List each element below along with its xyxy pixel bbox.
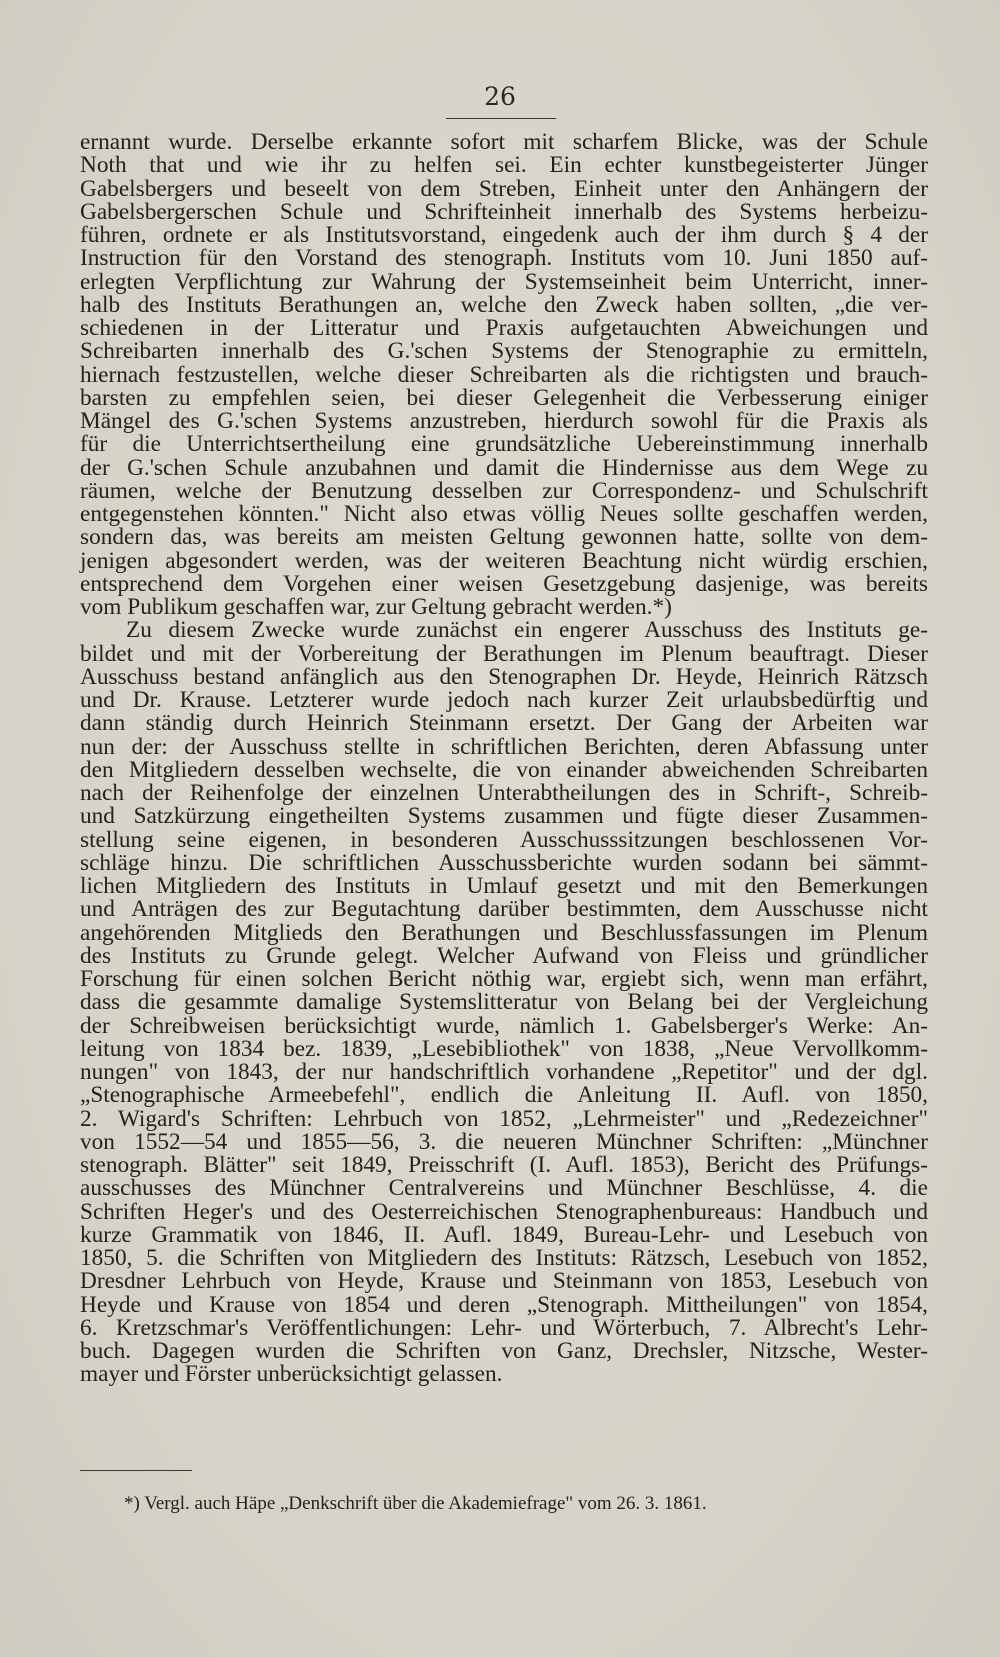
text-line: Zu diesem Zwecke wurde zunächst ein engerer Ausschuss des Instituts ge- [126,617,928,644]
text-line: und Anträgen des zur Begutachtung darüber bestimmten, dem Ausschusse nicht [80,896,928,923]
text-line: sondern das, was bereits am meisten Geltung gewonnen hatte, sollte von dem- [80,524,928,551]
text-line: nach der Reihenfolge der einzelnen Unterabtheilungen des in Schrift-, Schreib- [80,780,928,806]
paragraph-1 [80,131,928,619]
text-line: räumen, welche der Benutzung desselben zur Correspondenz- und Schulschrift [80,477,928,504]
text-line: stellung seine eigenen, in besonderen Ausschusssitzungen beschlossenen Vor- [80,826,928,853]
text-line: ernannt wurde. Derselbe erkannte sofort mit scharfem Blicke, was der Schule [80,129,928,155]
text-line: halb des Instituts Berathungen an, welche den Zweck haben sollten, „die ver- [80,291,928,318]
text-line: Heyde und Krause von 1854 und deren „Stenograph. Mittheilungen" von 1854, [80,1291,928,1318]
text-line: der G.'schen Schule anzubahnen und damit die Hindernisse aus dem Wege zu [80,454,928,481]
text-line: schiedenen in der Litteratur und Praxis aufgetauchten Abweichungen und [80,315,928,341]
text-line: ausschusses des Münchner Centralvereins und Münchner Beschlüsse, 4. die [80,1175,928,1202]
text-line: Gabelsbergerschen Schule und Schrifteinheit innerhalb des Systems herbeizu- [80,198,928,225]
text-line: Forschung für einen solchen Bericht nöthig war, ergiebt sich, wenn man erfährt, [80,966,928,992]
text-line: und Satzkürzung eingetheilten Systems zusammen und fügte dieser Zusammen- [80,803,928,830]
footnote: *) Vergl. auch Häpe „Denkschrift über die Akademiefrage" vom 26. 3. 1861. [124,1493,707,1514]
text-line: dann ständig durch Heinrich Steinmann ersetzt. Der Gang der Arbeiten war [80,710,928,737]
text-line: Schriften Heger's und des Oesterreichischen Stenographenbureaus: Handbuch und [80,1198,928,1225]
paragraph-2 [80,619,928,1386]
body-text [80,131,928,1387]
text-line: kurze Grammatik von 1846, II. Aufl. 1849, Bureau-Lehr- und Lesebuch von [80,1221,928,1248]
text-line: barsten zu empfehlen seien, bei dieser Gelegenheit die Verbesserung einiger [80,384,928,411]
text-line: und Dr. Krause. Letzterer wurde jedoch nach kurzer Zeit urlaubsbedürftig und [80,687,928,713]
text-line: mayer und Förster unberücksichtigt gelassen. [80,1361,503,1388]
page-number-underline [446,118,556,119]
text-line: entsprechend dem Vorgehen einer weisen Gesetzgebung dasjenige, was bereits [80,570,928,597]
text-line: Gabelsbergers und beseelt von dem Streben, Einheit unter den Anhängern der [80,175,928,202]
text-line: Dresdner Lehrbuch von Heyde, Krause und Steinmann von 1853, Lesebuch von [80,1268,928,1295]
text-line: 2. Wigard's Schriften: Lehrbuch von 1852, „Lehrmeister" und „Redezeichner" [80,1105,928,1132]
text-line: nungen" von 1843, der nur handschriftlich vorhandene „Repetitor" und der dgl. [80,1059,928,1085]
text-line: führen, ordnete er als Institutsvorstand, eingedenk auch der ihm durch § 4 der [80,222,928,248]
text-line: der Schreibweisen berücksichtigt wurde, nämlich 1. Gabelsberger's Werke: An- [80,1012,928,1039]
text-line: dass die gesammte damalige Systemslitteratur von Belang bei der Vergleichung [80,989,928,1016]
text-line: buch. Dagegen wurden die Schriften von Ganz, Drechsler, Nitzsche, Wester- [80,1338,928,1364]
text-line: vom Publikum geschaffen war, zur Geltung gebracht werden.*) [80,594,672,620]
text-line: 1850, 5. die Schriften von Mitgliedern des Instituts: Rätzsch, Lesebuch von 1852, [80,1245,928,1271]
text-line: jenigen abgesondert werden, was der weiteren Beachtung nicht würdig erschien, [80,547,928,574]
text-line: bildet und mit der Vorbereitung der Berathungen im Plenum beauftragt. Dieser [80,640,928,667]
text-line: Schreibarten innerhalb des G.'schen Systems der Stenographie zu ermitteln, [80,338,928,365]
text-line: lichen Mitgliedern des Instituts in Umlauf gesetzt und mit den Bemerkungen [80,873,928,899]
text-line: von 1552—54 und 1855—56, 3. die neueren Münchner Schriften: „Münchner [80,1128,928,1155]
text-line: angehörenden Mitglieds den Berathungen und Beschlussfassungen im Plenum [80,919,928,946]
text-line: für die Unterrichtsertheilung eine grundsätzliche Uebereinstimmung innerhalb [80,431,928,458]
text-line: 6. Kretzschmar's Veröffentlichungen: Lehr- und Wörterbuch, 7. Albrecht's Lehr- [80,1314,928,1341]
text-line: leitung von 1834 bez. 1839, „Lesebibliothek" von 1838, „Neue Vervollkomm- [80,1035,928,1062]
text-line: Ausschuss bestand anfänglich aus den Stenographen Dr. Heyde, Heinrich Rätzsch [80,663,928,690]
text-line: schläge hinzu. Die schriftlichen Ausschussberichte wurden sodann bei sämmt- [80,849,928,876]
footnote-separator [80,1470,192,1471]
text-line: Instruction für den Vorstand des stenograph. Instituts vom 10. Juni 1850 auf- [80,245,928,272]
text-line: Mängel des G.'schen Systems anzustreben, hierdurch sowohl für die Praxis als [80,408,928,434]
page-number: 26 [484,82,516,111]
text-line: stenograph. Blätter" seit 1849, Preisschrift (I. Aufl. 1853), Bericht des Prüfungs- [80,1152,928,1178]
text-line: hiernach festzustellen, welche dieser Schreibarten als die richtigsten und brauch- [80,361,928,388]
text-line: „Stenographische Armeebefehl", endlich die Anleitung II. Aufl. von 1850, [80,1082,928,1109]
text-line: entgegenstehen könnten." Nicht also etwas völlig Neues sollte geschaffen werden, [80,501,928,527]
text-line: den Mitgliedern desselben wechselte, die von einander abweichenden Schreibarten [80,756,928,783]
text-line: des Instituts zu Grunde gelegt. Welcher Aufwand von Fleiss und gründlicher [80,942,928,969]
text-line: Noth that und wie ihr zu helfen sei. Ein echter kunstbegeisterter Jünger [80,152,928,179]
text-line: erlegten Verpflichtung zur Wahrung der Systemseinheit beim Unterricht, inner- [80,268,928,295]
text-line: nun der: der Ausschuss stellte in schriftlichen Berichten, deren Abfassung unter [80,733,928,760]
